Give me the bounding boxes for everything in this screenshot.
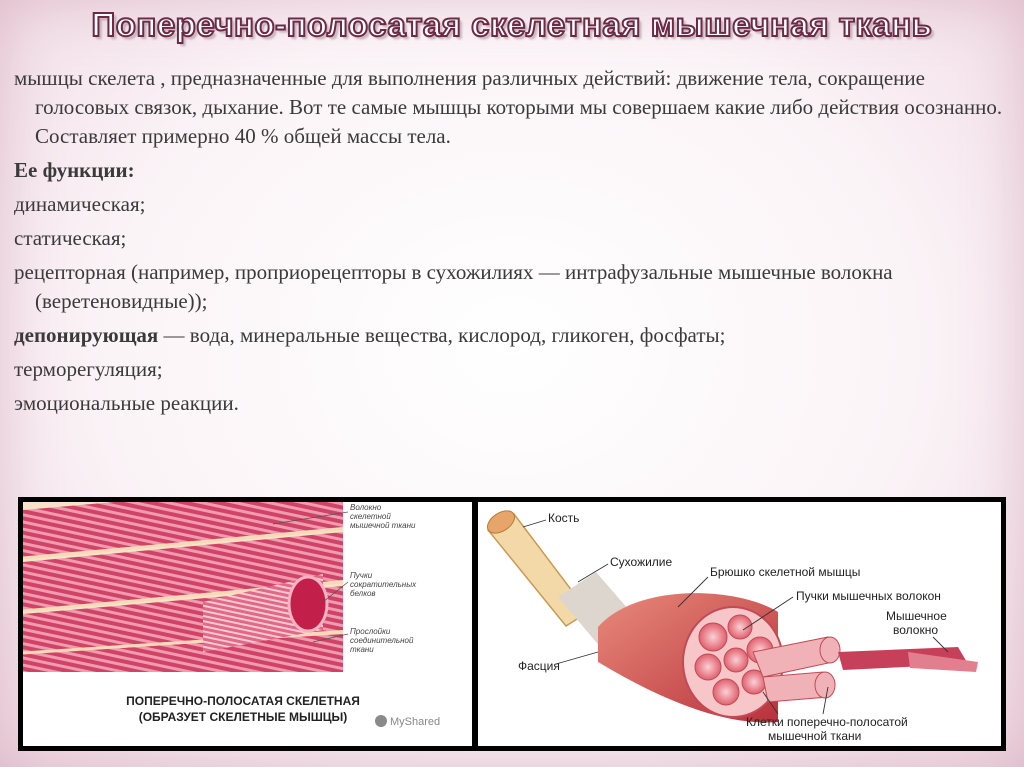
function-item: динамическая;	[14, 192, 146, 216]
striated-fibers-illustration	[23, 502, 472, 746]
function-item: статическая;	[14, 226, 127, 250]
muscle-belly-label: Брюшко скелетной мышцы	[710, 565, 861, 579]
fascicles-label: Пучки мышечных волокон	[796, 589, 941, 603]
figure-caption-line2: (ОБРАЗУЕТ СКЕЛЕТНЫЕ МЫШЦЫ)	[138, 710, 348, 724]
muscle-fiber-label-1: Мышечное	[886, 609, 947, 623]
myshared-logo-icon	[375, 715, 387, 727]
function-item: эмоциональные реакции.	[14, 391, 239, 415]
fiber-label-1: Волокно	[350, 503, 382, 512]
muscle-fiber-label-2: волокно	[893, 623, 939, 637]
fiber-label-2: скелетной	[350, 512, 391, 521]
function-item: терморегуляция;	[14, 357, 163, 381]
fiber-label-3: мышечной ткани	[350, 521, 416, 530]
layers-label-3: ткани	[350, 645, 374, 654]
figure-caption-line1: ПОПЕРЕЧНО-ПОЛОСАТАЯ СКЕЛЕТНАЯ	[126, 694, 360, 708]
muscle-anatomy-panel	[478, 502, 1001, 746]
layers-label-2: соединительной	[350, 636, 414, 645]
bundles-label-2: сократительных	[350, 580, 417, 589]
striated-fibers-panel	[23, 502, 472, 746]
fascia-label: Фасция	[518, 659, 560, 673]
tendon-label: Сухожилие	[610, 555, 673, 569]
watermark: MyShared	[390, 716, 441, 728]
bone-label: Кость	[548, 511, 580, 525]
muscle-anatomy-illustration	[478, 502, 1001, 746]
function-item-bold: депонирующая	[14, 323, 159, 347]
slide-body	[14, 64, 1014, 423]
intro-paragraph: мышцы скелета , предназначенные для выполнения различных действий: движение тела, сокращение голосовых связок, дыхание. Вот те самые мышцы которыми мы совершаем какие либо действия осознанно. Составляет примерно 40 % общей массы тела.	[14, 66, 1003, 148]
bundles-label-3: белков	[350, 589, 376, 598]
layers-label-1: Прослойки	[350, 627, 391, 636]
function-item-rest: — вода, минеральные вещества, кислород, гликоген, фосфаты;	[158, 323, 726, 347]
bundles-label-1: Пучки	[350, 571, 373, 580]
illustration-figure	[18, 497, 1006, 751]
function-item: рецепторная (например, проприорецепторы в сухожилиях — интрафузальные мышечные волокна (веретеновидные));	[14, 260, 893, 313]
slide-title: Поперечно-полосатая скелетная мышечная ткань	[91, 6, 933, 43]
function-item	[14, 321, 1014, 350]
cells-label-2: мышечной ткани	[768, 729, 862, 743]
cells-label-1: Клетки поперечно-полосатой	[746, 715, 908, 729]
functions-heading: Ее функции:	[14, 158, 135, 182]
